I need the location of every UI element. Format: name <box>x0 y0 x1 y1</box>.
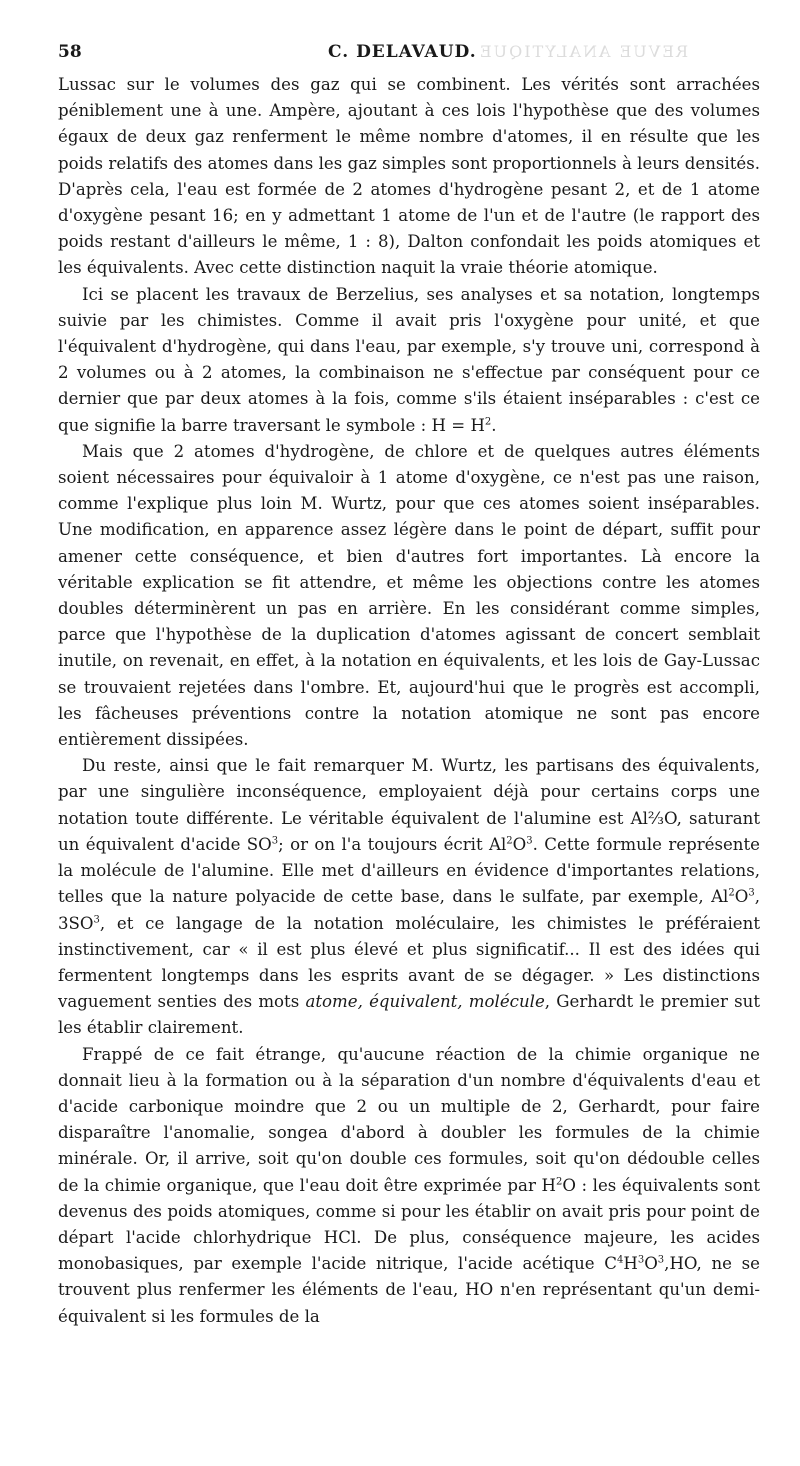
text-run: , et ce langage de la notation moléculaire, les chimistes le préféraient instinctivement, car « il est plus élevé et plus significatif... Il est des idées qui fermentent longtemps dans les esprits avant de se dégager. » Les distinctions vaguement senties des mots <box>58 913 760 1012</box>
superscript: 2 <box>555 1176 563 1187</box>
text-run: Lussac sur le volumes des gaz qui se combinent. Les vérités sont arrachées péniblement une à une. Ampère, ajoutant à ces lois l'hypothèse que des volumes égaux de deux gaz renferment le même nombre d'atomes, il en résulte que les poids relatifs des atomes dans les gaz simples sont proportionnels à leurs densités. D'après cela, l'eau est formée de 2 atomes d'hydrogène pesant 2, et de 1 atome d'oxygène pesant 16; en y admettant 1 atome de l'un et de l'autre (le rapport des poids restant d'ailleurs le même, 1 : 8), Dalton confondait les poids atomiques et les équivalents. Avec cette distinction naquit la vraie théorie atomique. <box>58 75 760 278</box>
superscript: 3 <box>526 835 533 847</box>
page-number: 58 <box>58 42 82 62</box>
running-title: C. DELAVAUD. <box>328 42 477 62</box>
show-through-text: REVUE ANALYTIQUE <box>478 42 689 61</box>
text-run: O <box>512 834 527 854</box>
text-run: ,HO, ne se trouvent plus renfermer les éléments de l'eau, HO n'en représentant qu'un demi-équivalent si les formules de la <box>58 1254 760 1326</box>
text-run: O : les équivalents sont devenus des poids atomiques, comme si pour les établir on avait pris pour point de départ l'acide chlorhydrique HCl. De plus, conséquence majeure, les acides monobasiques, par exemple l'acide nitrique, l'acide acétique C <box>58 1175 761 1274</box>
text-run: . <box>491 415 497 435</box>
text-run: O <box>644 1254 658 1274</box>
text-run: Ici se placent les travaux de Berzelius, ses analyses et sa notation, longtemps suivie par les chimistes. Comme il avait pris l'oxygène pour unité, et que l'équivalent d'hydrogène, qui dans l'eau, par exemple, s'y trouve uni, correspond à 2 volumes ou à 2 atomes, la combinaison ne s'effectue par conséquent pour ce dernier que par deux atomes à la fois, comme s'ils étaient inséparables : c'est ce que signifie la barre traversant le symbole : H = H <box>58 284 760 435</box>
text-run: H <box>623 1254 638 1274</box>
running-head <box>58 38 760 72</box>
superscript: 3 <box>637 1254 645 1266</box>
book-page <box>58 38 760 1330</box>
paragraph <box>58 72 760 282</box>
superscript: 3 <box>657 1254 665 1266</box>
superscript: 2 <box>484 416 492 428</box>
text-run: ; or on l'a toujours écrit Al <box>278 834 507 854</box>
text-run: . Cette formule représente la molécule de l'alumine. Elle met d'ailleurs en évidence d'importantes relations, telles que la nature polyacide de cette base, dans le sulfate, par exemple, Al <box>58 834 760 907</box>
text-run: , Gerhardt le premier sut les établir clairement. <box>58 992 761 1038</box>
superscript: 2 <box>506 835 513 847</box>
text-run: Frappé de ce fait étrange, qu'aucune réaction de la chimie organique ne donnait lieu à la formation ou à la séparation d'un nombre d'équivalents d'eau et d'acide carbonique moindre que 2 ou un multiple de 2, Gerhardt, pour faire disparaître l'anomalie, songea d'abord à doubler les formules de la chimie minérale. Or, il arrive, soit qu'on double ces formules, soit qu'on dédouble celles de la chimie organique, que l'eau doit être exprimée par H <box>58 1044 760 1195</box>
paragraph <box>58 282 760 439</box>
text-run: , 3SO <box>58 887 760 933</box>
superscript: 3 <box>93 913 100 925</box>
superscript: 2 <box>728 887 735 899</box>
paragraph <box>58 1042 760 1330</box>
italic-text: atome, équivalent, molécule <box>305 992 545 1012</box>
text-run: Du reste, ainsi que le fait remarquer M. Wurtz, les partisans des équivalents, par une singulière inconséquence, employaient déjà pour certains corps une notation toute différente. Le véritable équivalent de l'alumine est Al⅔O, saturant un équivalent d'acide SO <box>58 756 760 854</box>
text-run: O <box>734 887 749 907</box>
superscript: 3 <box>748 887 755 899</box>
body-text <box>58 72 760 1330</box>
paragraph <box>58 439 760 753</box>
paragraph <box>58 753 760 1041</box>
text-run: Mais que 2 atomes d'hydrogène, de chlore et de quelques autres éléments soient nécessaires pour équivaloir à 1 atome d'oxygène, ce n'est pas une raison, comme l'explique plus loin M. Wurtz, pour que ces atomes soient inséparables. Une modification, en apparence assez légère dans le point de départ, suffit pour amener cette conséquence, et bien d'autres fort importantes. Là encore la véritable explication se fit attendre, et même les objections contre les atomes doubles déterminèrent un pas en arrière. En les considérant comme simples, parce que l'hypothèse de la duplication d'atomes agissant de concert semblait inutile, on revenait, en effet, à la notation en équivalents, et les lois de Gay-Lussac se trouvaient rejetées dans l'ombre. Et, aujourd'hui que le progrès est accompli, les fâcheuses préventions contre la notation atomique ne sont pas encore entièrement dissipées. <box>58 441 760 750</box>
superscript: 3 <box>271 835 279 847</box>
superscript: 4 <box>616 1254 624 1266</box>
